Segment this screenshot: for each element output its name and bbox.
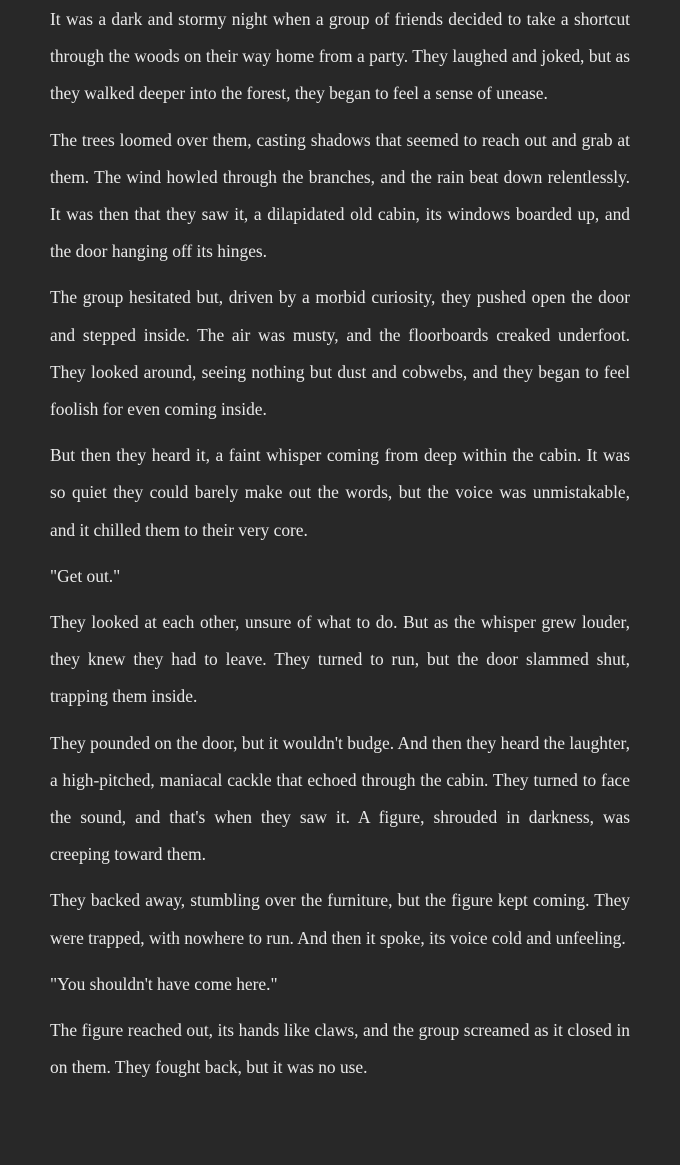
story-paragraph: The figure reached out, its hands like claws, and the group screamed as it closed in on them. They fought back, but it was no use. [50, 1020, 630, 1078]
story-paragraph: The trees loomed over them, casting shadows that seemed to reach out and grab at them. The wind howled through the branches, and the rain beat down relentlessly. It was then that they saw it, a dilapidated old cabin, its windows boarded up, and the door hanging off its hinges. [50, 129, 630, 262]
story-paragraph: The group hesitated but, driven by a morbid curiosity, they pushed open the door and stepped inside. The air was musty, and the floorboards creaked underfoot. They looked around, seeing nothing but dust and cobwebs, and they began to feel foolish for even coming inside. [50, 287, 630, 420]
story-paragraph: They looked at each other, unsure of what to do. But as the whisper grew louder, they knew they had to leave. They turned to run, but the door slammed shut, trapping them inside. [50, 612, 630, 707]
story-paragraph: "Get out." [50, 565, 121, 586]
story-paragraph: It was a dark and stormy night when a group of friends decided to take a shortcut through the woods on their way home from a party. They laughed and joked, but as they walked deeper into the forest, they began to feel a sense of unease. [50, 9, 630, 104]
story-paragraph: "You shouldn't have come here." [50, 973, 278, 994]
story-paragraph: They pounded on the door, but it wouldn't budge. And then they heard the laughter, a high-pitched, maniacal cackle that echoed through the cabin. They turned to face the sound, and that's when they saw it. A figure, shrouded in darkness, was creeping toward them. [50, 732, 630, 865]
story-paragraph: But then they heard it, a faint whisper coming from deep within the cabin. It was so quiet they could barely make out the words, but the voice was unmistakable, and it chilled them to their very core. [50, 445, 630, 540]
story-paragraph: They backed away, stumbling over the furniture, but the figure kept coming. They were trapped, with nowhere to run. And then it spoke, its voice cold and unfeeling. [50, 890, 630, 948]
